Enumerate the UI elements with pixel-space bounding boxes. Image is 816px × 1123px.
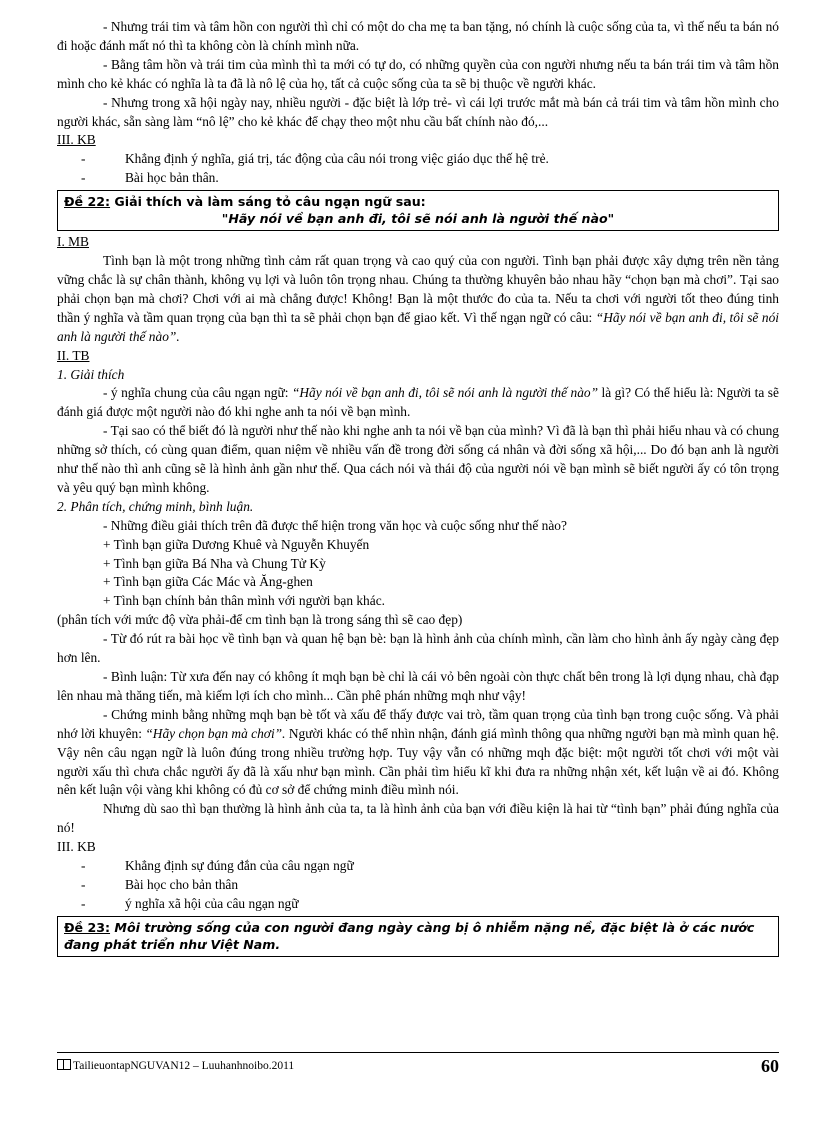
quote-text: “Hãy nói về bạn anh đi, tôi sẽ nói anh là người thế nào”: [291, 385, 599, 401]
subsection-heading: 2. Phân tích, chứng minh, bình luận.: [57, 498, 254, 514]
topic-label: Đề 23:: [64, 919, 111, 935]
topic-quote: "Hãy nói về bạn anh đi, tôi sẽ nói anh là người thế nào": [221, 211, 615, 227]
section-heading-mb: I. MB: [57, 234, 89, 250]
paragraph: Tình bạn là một trong những tình cảm rất quan trọng và cao quý của con người. Tình bạn phải được xây dựng trên nền tảng vững chắc là sự chân thành, không vụ lợi và luôn tôn trọng nhau. Chúng ta thường khuyên bảo nhau hãy “chọn bạn mà chơi”. Tại sao phải chọn bạn mà chơi? Chơi với ai mà chẳng được! Không! Bạn là một thước đo của ta. Nếu ta chơi với người tốt theo đúng tinh thần ý nghĩa và tầm quan trọng của bạn thì ta sẽ phải chọn bạn để giao kết. Vì thế ngạn ngữ có câu: “Hãy nói về bạn anh đi, tôi sẽ nói anh là người thế nào”.: [57, 253, 779, 344]
topic-label: Đề 22:: [64, 194, 111, 210]
paragraph: - ý nghĩa chung của câu ngạn ngữ: “Hãy nói về bạn anh đi, tôi sẽ nói anh là người thế nào” là gì? Có thể hiểu là: Người ta sẽ đánh giá được một người nào đó khi nghe anh ta nói về bạn mình.: [57, 385, 779, 420]
section-heading-tb: II. TB: [57, 347, 90, 363]
list-item: - Bài học bản thân.: [81, 170, 219, 186]
quote-text: “Hãy nói về bạn anh đi, tôi sẽ nói anh là người thế nào”.: [57, 309, 779, 344]
book-icon: [57, 1059, 71, 1070]
paragraph: - Những điều giải thích trên đã được thể hiện trong văn học và cuộc sống như thế nào?: [103, 517, 567, 533]
topic-box-de23: [57, 916, 779, 957]
list-item: - Khẳng định sự đúng đắn của câu ngạn ngữ: [81, 858, 354, 874]
list-item: + Tình bạn giữa Bá Nha và Chung Tử Kỳ: [103, 555, 326, 571]
paragraph: - Nhưng trong xã hội ngày nay, nhiều người - đặc biệt là lớp trẻ- vì cái lợi trước mắt mà bán cả trái tim và tâm hồn mình cho người khác, sẵn sàng làm “nô lệ” cho kẻ khác để chạy theo một nhu cầu bất chính nào đó,...: [57, 94, 779, 129]
subsection-heading: 1. Giải thích: [57, 366, 125, 382]
document-page: [57, 18, 779, 959]
paragraph: Nhưng dù sao thì bạn thường là hình ảnh của ta, ta là hình ảnh của bạn với điều kiện là hai từ “tình bạn” phải đúng nghĩa của nó!: [57, 801, 779, 836]
topic-title: Giải thích và làm sáng tỏ câu ngạn ngữ sau:: [110, 194, 426, 210]
quote-text: “Hãy chọn bạn mà chơi”.: [145, 725, 286, 741]
paragraph: - Chứng minh bằng những mqh bạn bè tốt và xấu để thấy được vai trò, tầm quan trọng của tình bạn trong cuộc sống. Và phải nhớ lời khuyên: “Hãy chọn bạn mà chơi”. Người khác có thể nhìn nhận, đánh giá mình thông qua những người bạn mà mình quan hệ. Vậy nên câu ngạn ngữ là luôn đúng trong nhiều trường hợp. Tuy vậy vẫn có những mqh đặc biệt: một người tốt chơi với một vài người xấu thì chưa chắc người ấy đã là xấu như bạn mình. Cần phải tìm hiểu kĩ khi đưa ra những nhận xét, kết luận về ai đó. Không nên kết luận vội vàng khi không có đủ cơ sở để chứng minh điều mình nói.: [57, 706, 779, 798]
paragraph: - Bằng tâm hồn và trái tim của mình thì ta mới có tự do, có những quyền của con người nhưng nếu ta bán trái tim và tâm hồn mình cho kẻ khác có nghĩa là ta đã là nô lệ của họ, tất cả cuộc sống của ta sẽ bị thuộc về người khác.: [57, 56, 779, 91]
paragraph: - Bình luận: Từ xưa đến nay có không ít mqh bạn bè chỉ là cái vỏ bên ngoài còn thực chất bên trong là lợi dụng nhau, chà đạp lên nhau mà thăng tiến, mà kiếm lợi ích cho mình... Cần phê phán những mqh như vậy!: [57, 669, 779, 703]
list-item: - ý nghĩa xã hội của câu ngạn ngữ: [81, 895, 299, 911]
paragraph: - Từ đó rút ra bài học về tình bạn và quan hệ bạn bè: bạn là hình ảnh của chính mình, cần làm cho hình ảnh ấy ngày càng đẹp hơn lên.: [57, 631, 779, 666]
list-item: - Bài học cho bản thân: [81, 876, 239, 892]
section-heading-kb: III. KB: [57, 132, 96, 148]
page-footer: [57, 1052, 779, 1076]
section-heading-kb: III. KB: [57, 839, 96, 855]
list-item: + Tình bạn chính bản thân mình với người bạn khác.: [103, 593, 385, 609]
list-item: + Tình bạn giữa Các Mác và Ăng-ghen: [103, 574, 313, 590]
topic-title: Môi trường sống của con người đang ngày càng bị ô nhiễm nặng nề, đặc biệt là ở các nước đang phát triển như Việt Nam.: [64, 919, 755, 952]
paragraph: - Tại sao có thể biết đó là người như thế nào khi nghe anh ta nói về bạn của mình? Vì đã là bạn thì phải hiểu nhau và có chung những sở thích, có cùng quan điểm, quan niệm về nhiều vấn đề trong đời sống cá nhân và đời sống xã hội,... Do đó bạn anh là người như thế nào thì anh cũng sẽ là hình ảnh gần như thế. Qua cách nói và thái độ của người nói về bạn mình sẽ biết người ấy có tôn trọng và yêu quý bạn mình không.: [57, 423, 779, 495]
list-item: + Tình bạn giữa Dương Khuê và Nguyễn Khuyến: [103, 536, 370, 552]
page-number: 60: [761, 1056, 779, 1076]
footer-text: TailieuontapNGUVAN12 – Luuhanhnoibo.2011: [57, 1059, 294, 1072]
topic-box-de22: [57, 190, 779, 231]
paragraph: - Nhưng trái tim và tâm hồn con người thì chỉ có một do cha mẹ ta ban tặng, nó chính là cuộc sống của ta, vì thế nếu ta bán nó đi hoặc đánh mất nó thì ta không còn là chính mình nữa.: [57, 19, 779, 53]
list-item: - Khẳng định ý nghĩa, giá trị, tác động của câu nói trong việc giáo dục thế hệ trẻ.: [81, 151, 549, 167]
note: (phân tích với mức độ vừa phải-để cm tình bạn là trong sáng thì sẽ cao đẹp): [57, 612, 463, 628]
